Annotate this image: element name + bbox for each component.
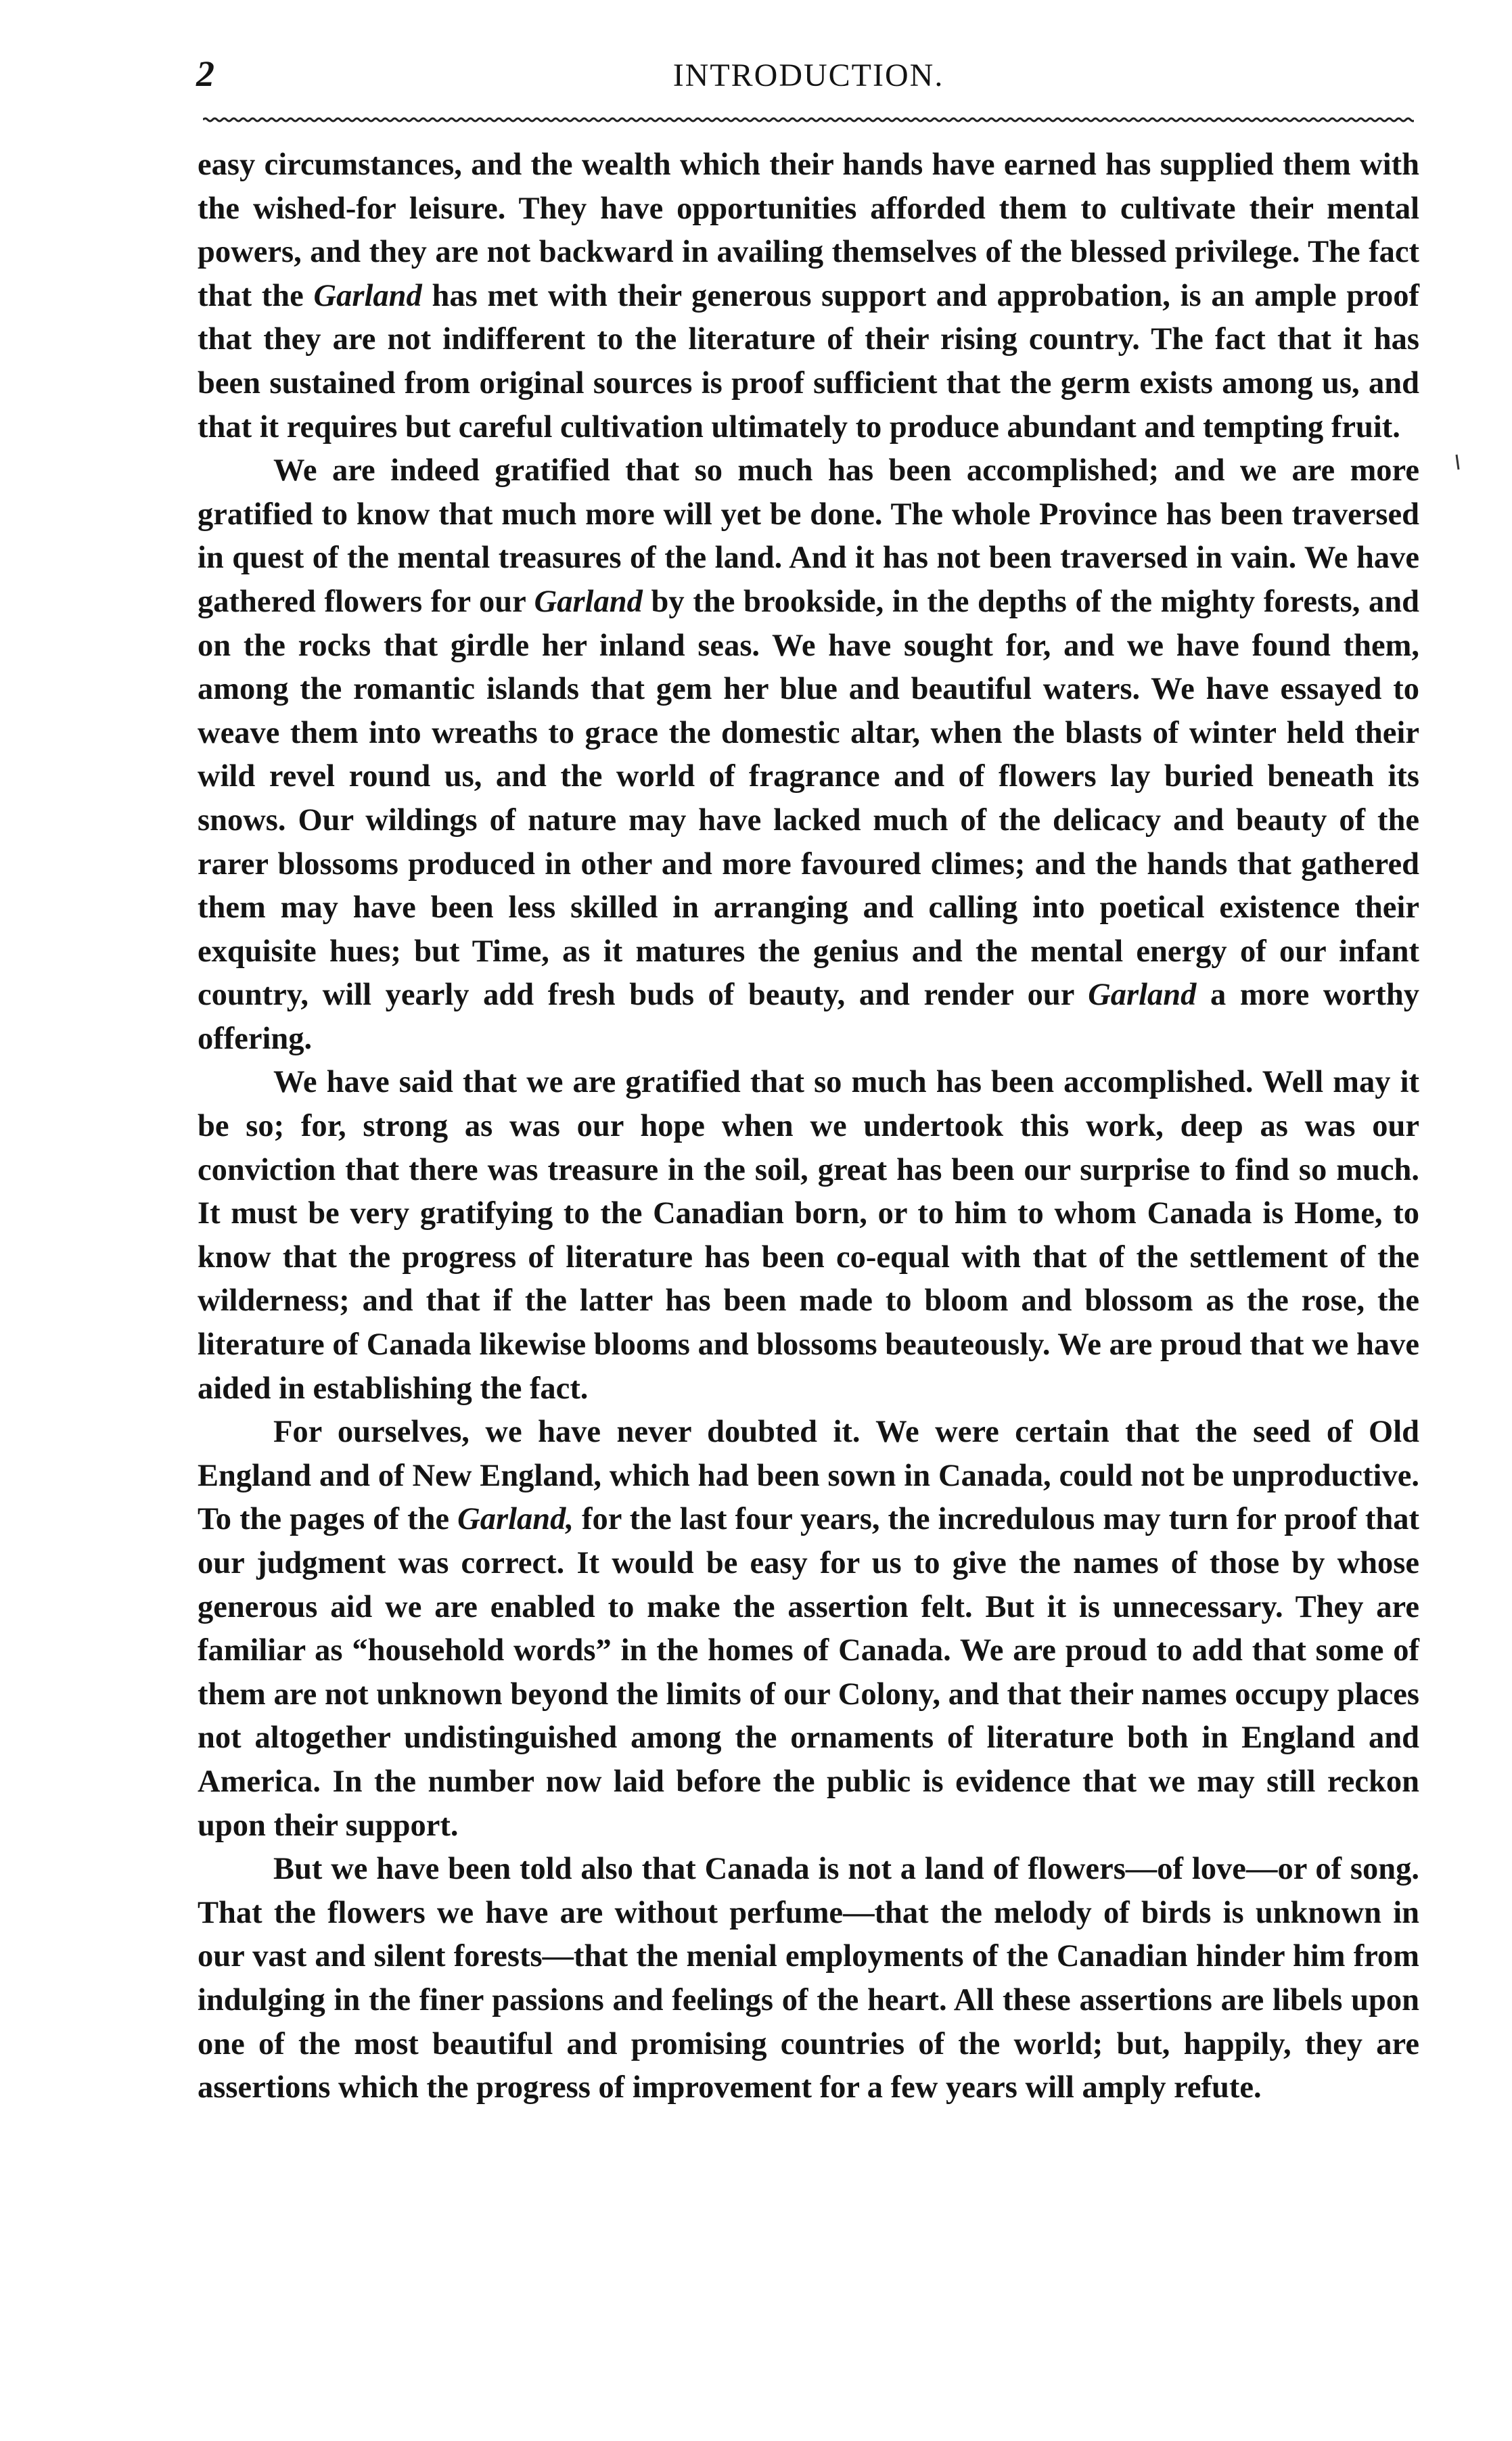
paragraph bbox=[198, 1061, 1419, 1411]
paragraph-text: For ourselves, we have never doubted it. We were certain that the seed of Old England and of New England, which had been sown in Canada, could not be unproductive. To the pages of the bbox=[198, 1415, 1419, 1537]
paragraph-text: has met with their generous support and approbation, is an ample proof that they are not indifferent to the literature of their rising country. The fact that it has been sustained from original sources is proof sufficient that the germ exists among us, and that it requires but careful cultivation ultimately to produce abundant and tempting fruit. bbox=[198, 278, 1419, 444]
wavy-rule-divider bbox=[203, 114, 1414, 126]
paragraph-text: We have said that we are gratified that so much has been accomplished. Well may it be so; for, strong as was our hope when we undertook this work, deep as was our conviction that there was treasure in the soil, great has been our surprise to find so much. It must be very gratifying to the Canadian born, or to him to whom Canada is Home, to know that the progress of literature has been co-equal with that of the settlement of the wilderness; and that if the latter has been made to bloom and blossom as the rose, the literature of Canada likewise blooms and blossoms beauteously. We are proud that we have aided in establishing the fact. bbox=[198, 1065, 1419, 1406]
paragraph-text: We are indeed gratified that so much has been accomplished; and we are more gratified to know that much more will yet be done. The whole Province has been traversed in quest of the mental treasures of the land. And it has not been traversed in vain. We have gathered flowers for our bbox=[198, 453, 1419, 619]
paragraph-text: But we have been told also that Canada is not a land of flowers—of love—or of song. That the flowers we have are without perfume—that the melody of birds is unknown in our vast and silent forests—that the menial employments of the Canadian hinder him from indulging in the finer passions and feelings of the heart. All these assertions are libels upon one of the most beautiful and promising countries of the world; but, happily, they are assertions which the progress of improvement for a few years will amply refute. bbox=[198, 1852, 1419, 2105]
paragraph bbox=[198, 143, 1419, 449]
paragraph-text: for the last four years, the incredulous may turn for proof that our judgment was correct. It would be easy for us to give the names of those by whose generous aid we are enabled to make the assertion felt. But it is unnecessary. They are familiar as “household words” in the homes of Canada. We are proud to add that some of them are not unknown beyond the limits of our Colony, and that their names occupy places not altogether undistinguished among the ornaments of literature both in England and America. In the number now laid before the public is evidence that we may still reckon upon their support. bbox=[198, 1502, 1419, 1843]
body-text bbox=[198, 143, 1419, 2110]
running-title: INTRODUCTION. bbox=[672, 58, 944, 93]
italic-title: Garland bbox=[534, 584, 643, 619]
paragraph-text: easy circumstances, and the wealth which their hands have earned has supplied them with the wished-for leisure. They have opportunities afforded them to cultivate their mental powers, and they are not backward in availing themselves of the blessed privilege. The fact that the bbox=[198, 147, 1419, 313]
page-header bbox=[196, 53, 1421, 114]
paragraph bbox=[198, 1848, 1419, 2110]
paragraph-text: a more worthy offering. bbox=[198, 978, 1419, 1056]
page-number: 2 bbox=[196, 53, 214, 94]
italic-title: Garland bbox=[313, 278, 422, 313]
italic-title: Garland bbox=[1088, 978, 1197, 1013]
paragraph bbox=[198, 449, 1419, 1061]
italic-title: Garland, bbox=[457, 1502, 574, 1537]
paragraph-text: by the brookside, in the depths of the mighty forests, and on the rocks that girdle her inland seas. We have sought for, and we have found them, among the romantic islands that gem her blue and beautiful waters. We have essayed to weave them into wreaths to grace the domestic altar, when the blasts of winter held their wild revel round us, and the world of fragrance and of flowers lay buried beneath its snows. Our wildings of nature may have lacked much of the delicacy and beauty of the rarer blossoms produced in other and more favoured climes; and the hands that gathered them may have been less skilled in arranging and calling into poetical existence their exquisite hues; but Time, as it matures the genius and the mental energy of our infant country, will yearly add fresh buds of beauty, and render our bbox=[198, 584, 1419, 1013]
paragraph bbox=[198, 1411, 1419, 1848]
margin-mark bbox=[1454, 453, 1460, 471]
